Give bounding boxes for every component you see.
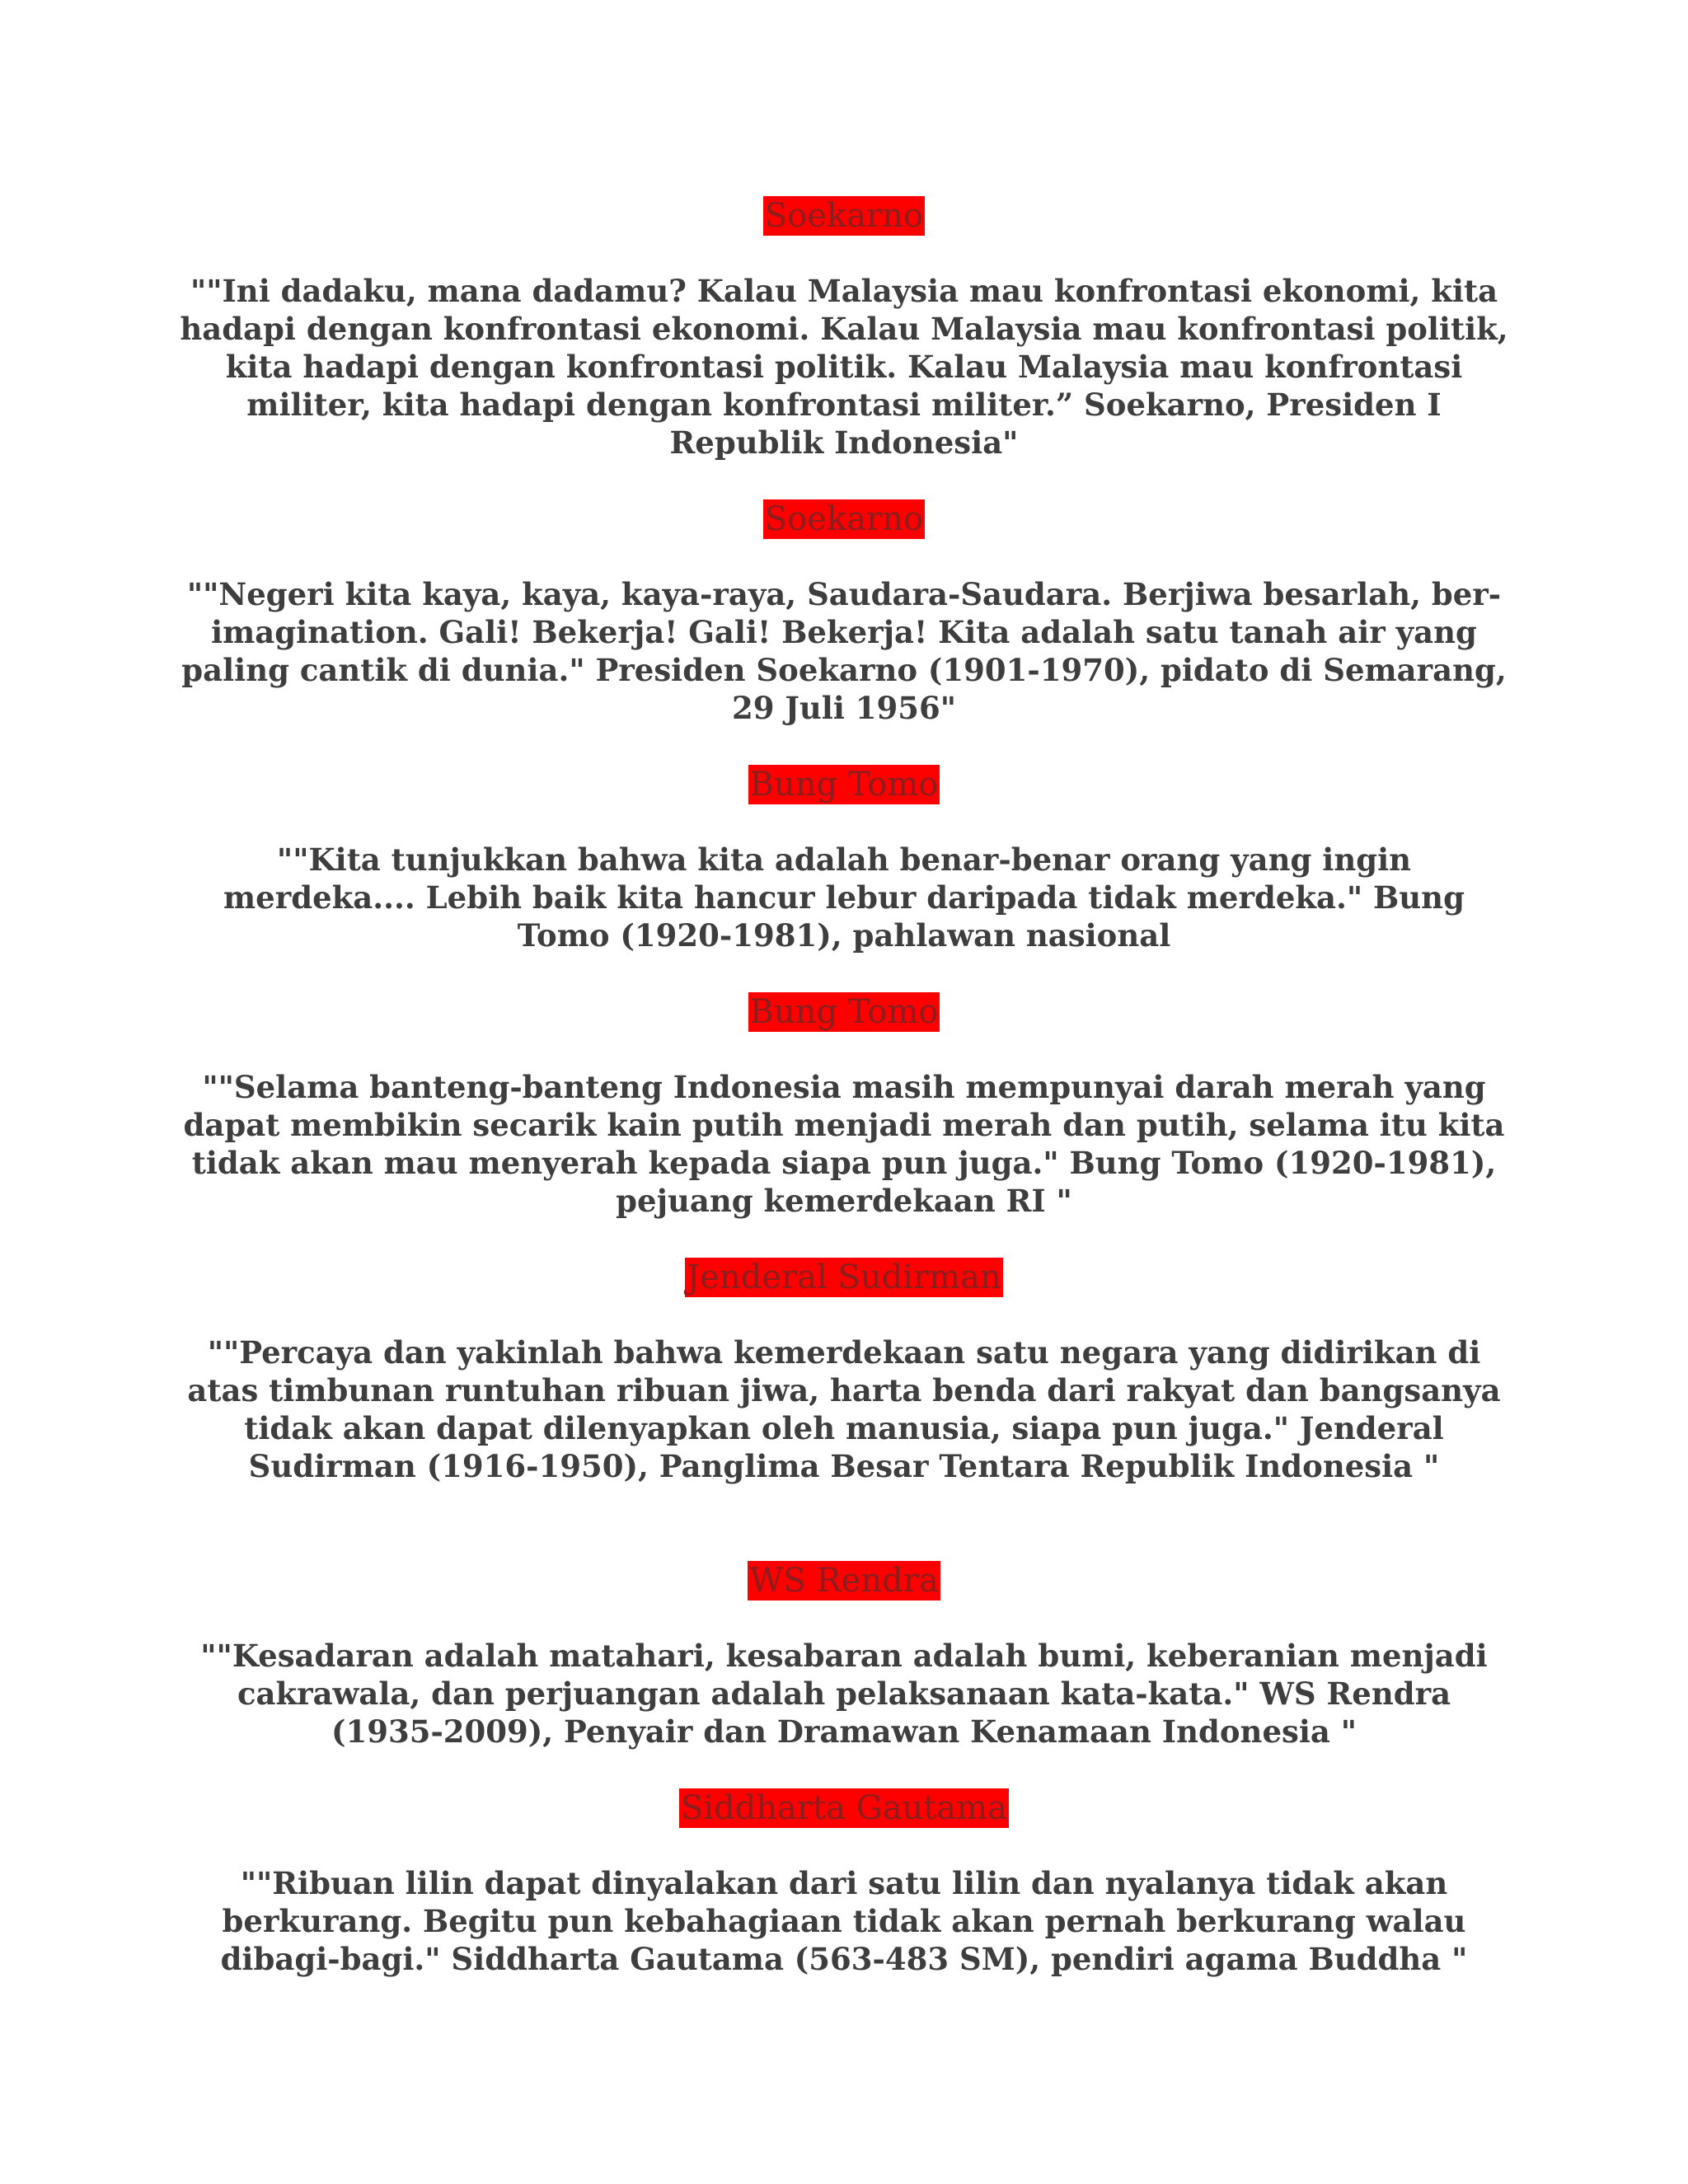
quote-text: ""Ribuan lilin dapat dinyalakan dari satu lilin dan nyalanya tidak akan berkurang. Begitu pun kebahagiaan tidak akan pernah berkurang walau dibagi-bagi." Siddharta Gautama (563-483 SM), pendiri agama Buddha " bbox=[220, 1865, 1468, 1977]
quote-entry-bung-tomo-2 bbox=[165, 992, 1523, 1220]
quote-author-heading: WS Rendra bbox=[749, 1562, 939, 1600]
quote-entry-siddharta-gautama bbox=[165, 1788, 1523, 1978]
quote-author-heading: Jenderal Sudirman bbox=[687, 1258, 1001, 1296]
quote-author-heading: Soekarno bbox=[764, 197, 924, 235]
quote-author-heading: Soekarno bbox=[764, 500, 924, 538]
quote-author-heading: Bung Tomo bbox=[749, 993, 939, 1031]
quote-text: ""Negeri kita kaya, kaya, kaya-raya, Saudara-Saudara. Berjiwa besarlah, ber-imagination. Gali! Bekerja! Gali! Bekerja! Kita adalah satu tanah air yang paling cantik di dunia." Presiden Soekarno (1901-1970), pidato di Semarang, 29 Juli 1956" bbox=[181, 576, 1507, 726]
quote-author-heading: Siddharta Gautama bbox=[680, 1789, 1008, 1827]
quote-text: ""Ini dadaku, mana dadamu? Kalau Malaysia mau konfrontasi ekonomi, kita hadapi dengan konfrontasi ekonomi. Kalau Malaysia mau konfrontasi politik, kita hadapi dengan konfrontasi politik. Kalau Malaysia mau konfrontasi militer, kita hadapi dengan konfrontasi militer.” Soekarno, Presiden I Republik Indonesia" bbox=[180, 273, 1508, 461]
quote-entry-bung-tomo-1 bbox=[165, 765, 1523, 954]
quote-entry-soekarno-1 bbox=[165, 196, 1523, 462]
quote-entry-soekarno-2 bbox=[165, 499, 1523, 727]
quote-author-heading: Bung Tomo bbox=[749, 766, 939, 804]
quote-text: ""Kita tunjukkan bahwa kita adalah benar-benar orang yang ingin merdeka.... Lebih baik kita hancur lebur daripada tidak merdeka." Bung Tomo (1920-1981), pahlawan nasional bbox=[223, 841, 1465, 954]
quote-text: ""Percaya dan yakinlah bahwa kemerdekaan satu negara yang didirikan di atas timbunan runtuhan ribuan jiwa, harta benda dari rakyat dan bangsanya tidak akan dapat dilenyapkan oleh manusia, siapa pun juga." Jenderal Sudirman (1916-1950), Panglima Besar Tentara Republik Indonesia " bbox=[187, 1334, 1501, 1484]
quote-text: ""Selama banteng-banteng Indonesia masih mempunyai darah merah yang dapat membikin secarik kain putih menjadi merah dan putih, selama itu kita tidak akan mau menyerah kepada siapa pun juga." Bung Tomo (1920-1981), pejuang kemerdekaan RI " bbox=[183, 1069, 1505, 1219]
quote-entry-jenderal-sudirman bbox=[165, 1258, 1523, 1485]
quote-entry-ws-rendra bbox=[165, 1561, 1523, 1750]
quote-text: ""Kesadaran adalah matahari, kesabaran adalah bumi, keberanian menjadi cakrawala, dan perjuangan adalah pelaksanaan kata-kata." WS Rendra (1935-2009), Penyair dan Dramawan Kenamaan Indonesia " bbox=[200, 1638, 1488, 1750]
